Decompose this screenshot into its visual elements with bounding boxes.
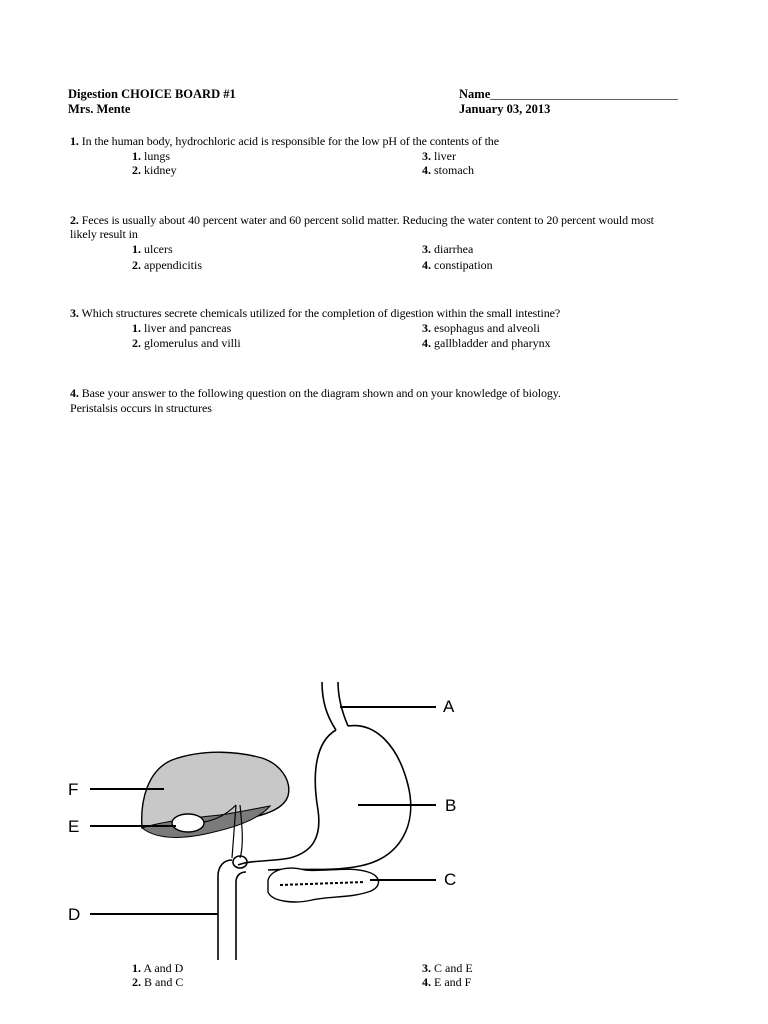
option-number: 4. [422,258,431,272]
option-number: 1. [132,242,141,256]
option-text: B and C [144,975,184,989]
option-text: diarrhea [434,242,474,256]
option-text: C and E [434,961,473,975]
question-3-text: Which structures secrete chemicals utilized for the completion of digestion within the small intestine? [81,306,561,320]
intestine-left-wall [218,860,232,960]
question-3-number: 3. [70,306,79,320]
question-2-option-3 [422,242,473,257]
diagram-label-a: A [443,697,455,716]
teacher-name: Mrs. Mente [68,102,131,116]
option-text: lungs [144,149,171,163]
option-number: 2. [132,336,141,350]
option-number: 1. [132,321,141,335]
option-number: 2. [132,975,141,989]
question-4-text-line2: Peristalsis occurs in structures [70,401,212,415]
question-4 [70,386,561,401]
question-2-option-1 [132,242,173,257]
diagram-label-c: C [444,870,457,889]
question-3-option-1 [132,321,231,336]
question-1-number: 1. [70,134,79,148]
question-4-number: 4. [70,386,79,400]
diagram-label-e: E [68,817,80,836]
pancreas [268,868,379,902]
question-3-option-3 [422,321,540,336]
option-text: stomach [434,163,474,177]
name-field [459,87,678,102]
worksheet-date: January 03, 2013 [459,102,551,116]
option-number: 4. [422,336,431,350]
digestive-system-diagram [0,670,768,970]
question-4-option-1 [132,961,183,976]
esophagus-left-wall [322,682,336,730]
question-1-text: In the human body, hydrochloric acid is responsible for the low pH of the contents of the [81,134,499,148]
question-2 [70,213,654,228]
intestine-right-wall [236,872,246,960]
option-number: 1. [132,149,141,163]
question-4-option-3 [422,961,473,976]
question-4-option-2 [132,975,183,990]
option-text: E and F [434,975,472,989]
option-number: 4. [422,163,431,177]
option-number: 1. [132,961,141,975]
option-number: 3. [422,321,431,335]
option-text: constipation [434,258,493,272]
option-text: liver and pancreas [144,321,232,335]
question-1-option-1 [132,149,170,164]
question-2-option-4 [422,258,493,273]
question-4-text: Base your answer to the following question on the diagram shown and on your knowledge of biology. [81,386,561,400]
diagram-label-b: B [445,796,457,815]
question-2-text-line2: likely result in [70,227,138,241]
option-number: 3. [422,242,431,256]
option-number: 3. [422,961,431,975]
question-2-text: Feces is usually about 40 percent water and 60 percent solid matter. Reducing the water content to 20 percent would most [81,213,654,227]
liver [142,752,289,837]
question-3-option-4 [422,336,551,351]
question-1-option-2 [132,163,177,178]
stomach-outer-curve [268,726,411,870]
option-number: 2. [132,163,141,177]
option-text: ulcers [144,242,173,256]
option-number: 3. [422,149,431,163]
question-3-option-2 [132,336,241,351]
name-blank-line: ______________________________ [490,87,678,101]
option-text: appendicitis [144,258,202,272]
option-text: A and D [143,961,184,975]
esophagus-right-wall [338,682,348,726]
option-number: 4. [422,975,431,989]
diagram-label-f: F [68,780,79,799]
question-1-option-3 [422,149,456,164]
option-number: 2. [132,258,141,272]
option-text: gallbladder and pharynx [434,336,551,350]
gallbladder [172,814,204,832]
option-text: liver [434,149,456,163]
option-text: glomerulus and villi [144,336,241,350]
question-1 [70,134,499,149]
diagram-label-d: D [68,905,81,924]
name-label: Name [459,87,491,101]
question-1-option-4 [422,163,474,178]
option-text: kidney [144,163,177,177]
option-text: esophagus and alveoli [434,321,540,335]
question-2-number: 2. [70,213,79,227]
question-4-option-4 [422,975,471,990]
question-3 [70,306,560,321]
question-2-option-2 [132,258,202,273]
worksheet-title: Digestion CHOICE BOARD #1 [68,87,236,101]
